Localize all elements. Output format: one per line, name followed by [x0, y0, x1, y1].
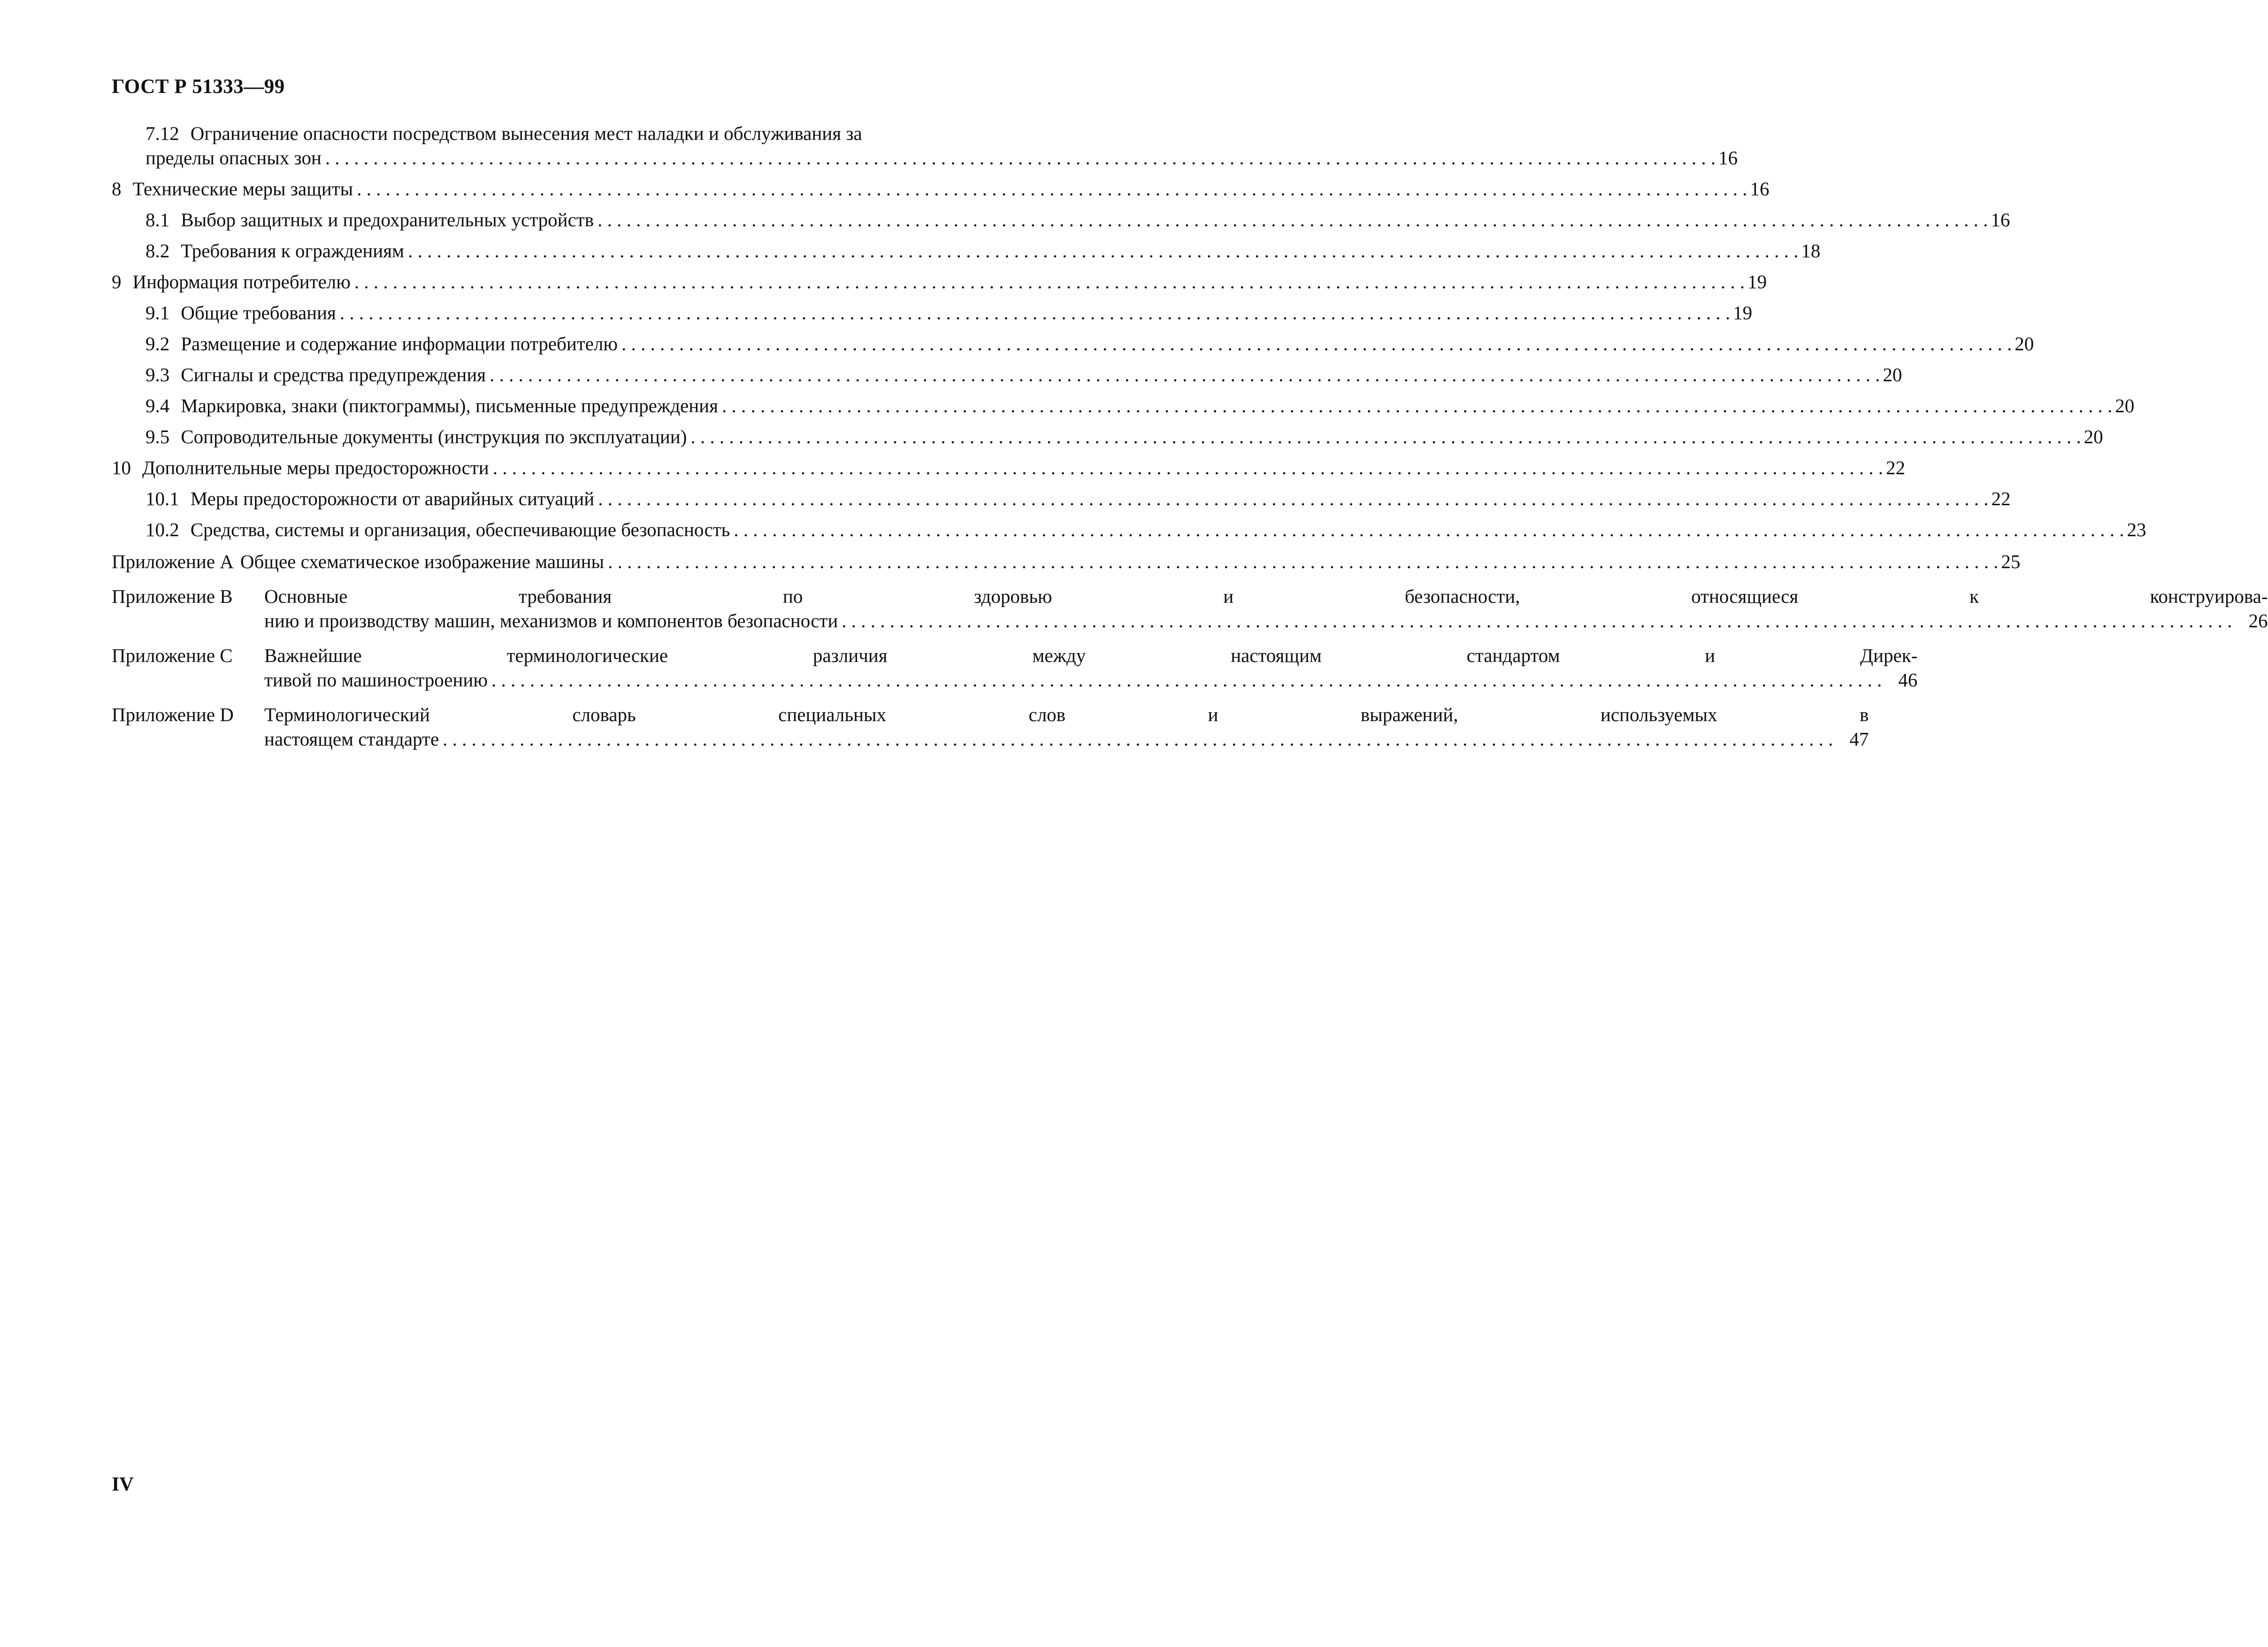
toc-entry-number: 9 — [112, 271, 122, 292]
toc-entry-title-line1: Ограничение опасности посредством вынесения мест наладки и обслуживания за — [190, 123, 862, 144]
toc-entry-page: 26 — [2248, 610, 2268, 631]
toc-entry-number: 9.1 — [146, 302, 170, 323]
toc-entry-title: Информация потребителю — [132, 271, 351, 292]
toc-entry-9-2[interactable] — [112, 331, 2034, 356]
toc-entry-page: 20 — [1883, 364, 1902, 385]
toc-entry-title-line1: Терминологический словарь специальных слов и выражений, используемых в — [264, 704, 1869, 725]
toc-entry-number: 10.2 — [146, 519, 179, 540]
dot-leader — [594, 486, 1988, 511]
toc-entry-page: 46 — [1898, 669, 1918, 691]
toc-entry-title: Средства, системы и организация, обеспечивающие безопасность — [190, 519, 730, 540]
toc-entry-page: 20 — [2015, 333, 2034, 354]
toc-entry-title-line2: тивой по машиностроению — [264, 669, 488, 691]
toc-entry-9-4[interactable] — [112, 393, 2135, 418]
toc-appendix-b[interactable] — [112, 584, 2268, 633]
dot-leader — [336, 300, 1730, 325]
toc-entry-title-line2: нию и производству машин, механизмов и компонентов безопасности — [264, 610, 838, 631]
toc-entry-number: 9.3 — [146, 364, 170, 385]
toc-appendix-label: Приложение А — [112, 551, 234, 572]
toc-entry-title: Сопроводительные документы (инструкция по эксплуатации) — [181, 426, 687, 447]
dot-leader — [404, 239, 1798, 263]
toc-entry-title: Маркировка, знаки (пиктограммы), письменные предупреждения — [181, 395, 718, 416]
toc-entry-title: Общие требования — [181, 302, 336, 323]
dot-leader — [594, 208, 1988, 232]
toc-entry-page: 16 — [1718, 147, 1738, 169]
dot-leader — [353, 177, 1747, 201]
toc-entry-number: 9.2 — [146, 333, 170, 354]
toc-entry-7-12[interactable] — [112, 121, 1738, 170]
toc-entry-title: Сигналы и средства предупреждения — [181, 364, 486, 385]
page-header-standard-number: ГОСТ Р 51333—99 — [112, 76, 285, 98]
toc-entry-number: 8.1 — [146, 209, 170, 231]
dot-leader — [730, 517, 2124, 542]
toc-entry-number: 9.5 — [146, 426, 170, 447]
toc-appendix-a[interactable] — [112, 549, 2021, 574]
toc-entry-8-2[interactable] — [112, 239, 1821, 263]
toc-entry-9-1[interactable] — [112, 300, 1753, 325]
toc-entry-page: 18 — [1801, 240, 1821, 262]
toc-appendix-d[interactable] — [112, 702, 1869, 751]
dot-leader — [322, 146, 1716, 170]
toc-entry-page: 22 — [1991, 488, 2011, 509]
toc-entry-title: Выбор защитных и предохранительных устройств — [181, 209, 594, 231]
toc-entry-title: Общее схематическое изображение машины — [240, 551, 605, 572]
toc-entry-page: 22 — [1886, 457, 1905, 478]
toc-entry-page: 19 — [1747, 271, 1767, 292]
toc-entry-title: Меры предосторожности от аварийных ситуаций — [190, 488, 595, 509]
toc-entry-page: 25 — [2001, 551, 2021, 572]
toc-entry-9-5[interactable] — [112, 424, 2103, 449]
toc-entry-8[interactable] — [112, 177, 1770, 201]
toc-entry-title: Дополнительные меры предосторожности — [142, 457, 489, 478]
toc-entry-page: 16 — [1750, 178, 1770, 200]
dot-leader — [687, 424, 2081, 449]
dot-leader — [618, 331, 2012, 356]
toc-entry-title: Технические меры защиты — [132, 178, 353, 200]
toc-entry-page: 19 — [1733, 302, 1753, 323]
toc-entry-title: Размещение и содержание информации потребителю — [181, 333, 618, 354]
toc-entry-page: 47 — [1849, 728, 1869, 750]
toc-entry-10[interactable] — [112, 455, 1905, 480]
page-number-footer: IV — [112, 1474, 134, 1495]
dot-leader — [486, 362, 1880, 387]
dot-leader — [351, 269, 1745, 294]
toc-entry-title: Требования к ограждениям — [181, 240, 405, 262]
toc-appendix-c[interactable] — [112, 643, 1918, 692]
toc-entry-title-line1: Важнейшие терминологические различия между настоящим стандартом и Дирек- — [264, 645, 1918, 666]
toc-entry-page: 20 — [2115, 395, 2135, 416]
toc-entry-10-2[interactable] — [112, 517, 2146, 542]
dot-leader — [718, 393, 2112, 418]
toc-entry-title-line2: настоящем стандарте — [264, 728, 439, 750]
toc-entry-title-line1: Основные требования по здоровью и безопасности, относящиеся к конструирова- — [264, 585, 2268, 607]
toc-appendix-label: Приложение D — [112, 704, 234, 725]
toc-entry-number: 7.12 — [146, 123, 179, 144]
dot-leader — [604, 549, 1998, 574]
toc-entry-page: 20 — [2084, 426, 2103, 447]
toc-entry-10-1[interactable] — [112, 486, 2011, 511]
toc-entry-number: 8 — [112, 178, 122, 200]
toc-entry-number: 9.4 — [146, 395, 170, 416]
toc-entry-page: 23 — [2127, 519, 2146, 540]
table-of-contents — [112, 121, 2268, 751]
toc-entry-number: 10 — [112, 457, 131, 478]
toc-entry-8-1[interactable] — [112, 208, 2010, 232]
dot-leader — [489, 455, 1883, 480]
toc-entry-9[interactable] — [112, 269, 1767, 294]
toc-entry-number: 10.1 — [146, 488, 179, 509]
dot-leader — [488, 668, 1882, 692]
toc-entry-9-3[interactable] — [112, 362, 1902, 387]
toc-appendix-label: Приложение В — [112, 585, 233, 607]
dot-leader — [439, 727, 1833, 751]
toc-entry-title-line2: пределы опасных зон — [146, 147, 322, 169]
dot-leader — [838, 608, 2232, 633]
toc-entry-page: 16 — [1991, 209, 2010, 231]
toc-entry-number: 8.2 — [146, 240, 170, 262]
toc-appendix-label: Приложение С — [112, 645, 233, 666]
